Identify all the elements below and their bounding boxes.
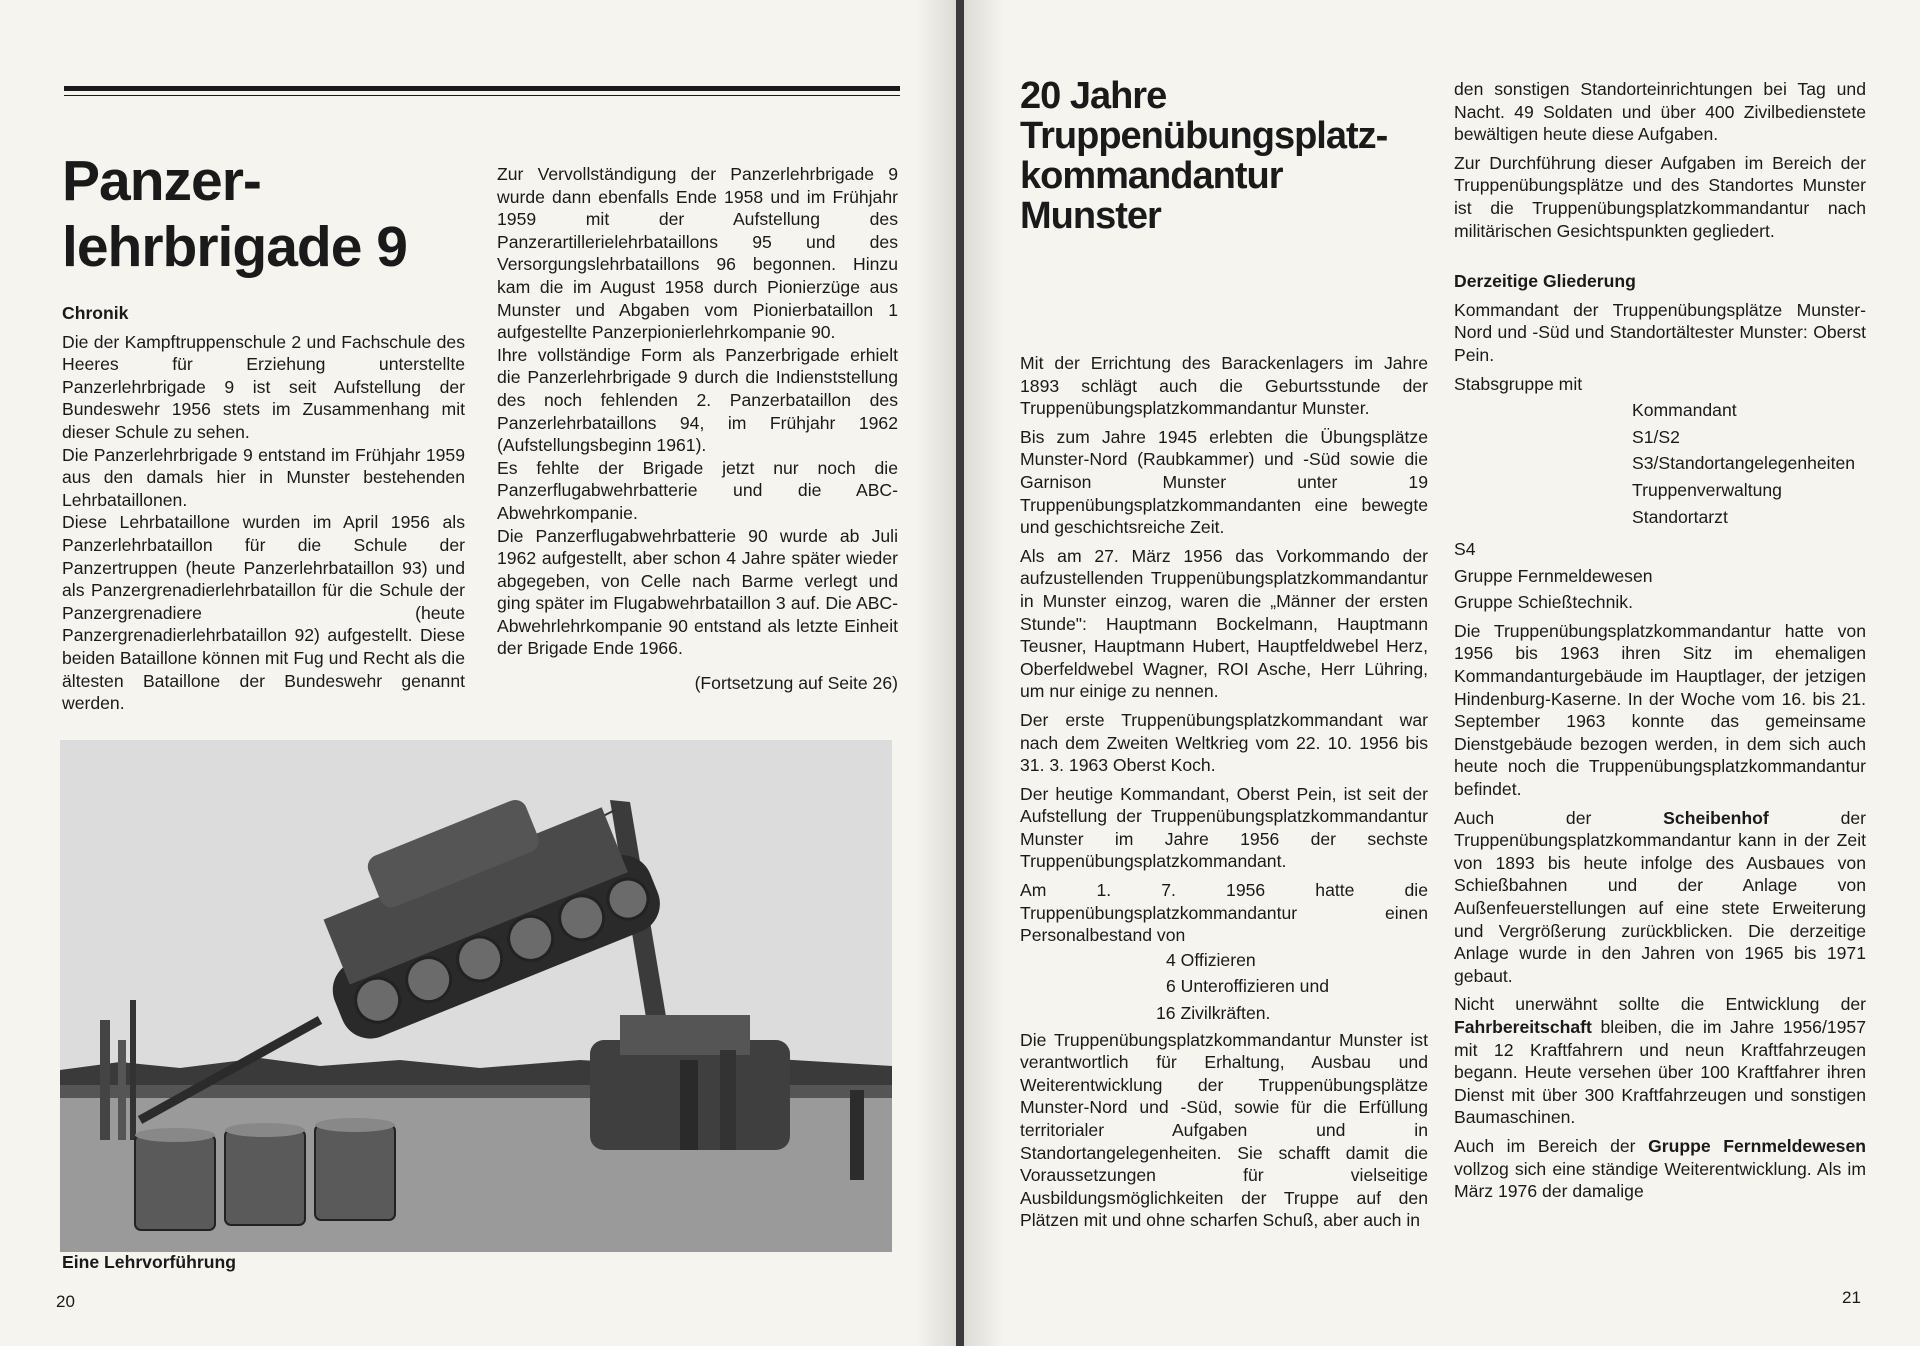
paragraph: Als am 27. März 1956 das Vorkommando der aufzustellenden Truppenübungsplatzkommandantur in Munster einzog, waren die „Männer der ersten Stunde": Hauptmann Bockelmann, Hauptmann Teusner, Hauptmann Hubert, Hauptfeldwebel Herz, Oberfeldwebel Wagner, ROI Asche, Herr Lühring, um nur einige zu nennen. — [1020, 545, 1428, 702]
groups-list — [1454, 538, 1866, 614]
text: Nicht unerwähnt sollte die Entwicklung der — [1454, 994, 1866, 1015]
list-item: Standortarzt — [1632, 506, 1728, 527]
list-item: Kommandant — [1632, 400, 1737, 421]
title-line: Truppenübungsplatz- — [1020, 115, 1388, 157]
bold-term: Fahrbereitschaft — [1454, 1016, 1592, 1037]
article-title — [62, 148, 482, 280]
gutter-shadow — [916, 0, 956, 1346]
page-number: 21 — [1842, 1288, 1861, 1307]
top-rule — [64, 86, 900, 91]
page-number: 20 — [56, 1292, 75, 1311]
list-item: Gruppe Fernmeldewesen — [1454, 565, 1653, 586]
left-column-2 — [497, 163, 898, 701]
article-title — [1020, 76, 1440, 236]
text: bleiben, die im Jahre 1956/1957 mit 12 Kraftfahrern und neun Kraftfahrzeugen begann. Heute versehen über 100 Kraftfahrer ihren Dienst mit über 300 Kraftfahrzeugen und sonstigen Baumaschinen. — [1454, 1016, 1866, 1128]
stabsgruppe-label: Stabsgruppe mit — [1454, 373, 1583, 394]
paragraph: Kommandant der Truppenübungsplätze Munster-Nord und -Süd und Standortältester Munster: Oberst Pein. — [1454, 299, 1866, 365]
paragraph: Die Panzerlehrbrigade 9 entstand im Frühjahr 1959 aus den damals hier in Munster bestehenden Lehrbataillonen. — [62, 444, 465, 510]
paragraph: Der erste Truppenübungsplatzkommandant war nach dem Zweiten Weltkrieg vom 22. 10. 1956 bis 31. 3. 1963 Oberst Koch. — [1020, 709, 1428, 776]
bold-term: Gruppe Fernmeldewesen — [1648, 1135, 1866, 1156]
paragraph: Die der Kampftruppenschule 2 und Fachschule des Heeres für Erziehung unterstellte Panzerlehrbrigade 9 ist seit Aufstellung der Bundeswehr 1956 stets im Zusammenhang mit dieser Schule zu sehen. — [62, 331, 465, 442]
bold-term: Scheibenhof — [1663, 807, 1769, 828]
title-line: kommandantur — [1020, 155, 1283, 197]
title-line: Panzer- — [62, 149, 261, 213]
list-item: Gruppe Schießtechnik. — [1454, 592, 1633, 613]
paragraph: Am 1. 7. 1956 hatte die Truppenübungsplatzkommandantur einen Personalbestand von — [1020, 880, 1428, 946]
paragraph-scheibenhof — [1454, 807, 1866, 988]
text: der Truppenübungsplatzkommandantur kann in der Zeit von 1893 bis heute infolge des Ausbaues von Schießbahnen und der Anlage von Außenfeuerstellungen auf eine stete Erweiterung und Vergrößerung zurückblicken. Die derzeitige Anlage wurde in den Jahren von 1965 bis 1971 gebaut. — [1454, 807, 1866, 986]
title-line: Munster — [1020, 195, 1161, 237]
paragraph: Die Panzerflugabwehrbatterie 90 wurde ab Juli 1962 aufgestellt, aber schon 4 Jahre später wieder abgegeben, von Celle nach Barme verlegt und ging später im Flugabwehrbataillon 3 auf. Die ABC-Abwehrlehrkompanie 90 entstand als letzte Einheit der Brigade Ende 1966. — [497, 525, 898, 659]
list-item: S4 — [1454, 539, 1476, 560]
list-item: 6 Unteroffizieren und — [1166, 976, 1330, 997]
gliederung-heading: Derzeitige Gliederung — [1454, 271, 1636, 292]
gutter-shadow — [964, 0, 1004, 1346]
list-item: Truppenverwaltung — [1632, 479, 1782, 500]
text: vollzog sich eine ständige Weiterentwicklung. Als im März 1976 der damalige — [1454, 1158, 1866, 1202]
title-line: 20 Jahre — [1020, 75, 1167, 117]
paragraph: Die Truppenübungsplatzkommandantur hatte von 1956 bis 1963 ihren Sitz im ehemaligen Kommandanturgebäude im Hauptlager, der jetzigen Hindenburg-Kaserne. In der Woche vom 16. bis 21. September 1963 konnte das gemeinsame Dienstgebäude bezogen werden, in dem sich auch heute noch die Truppenübungsplatzkommandantur befindet. — [1454, 620, 1866, 800]
left-column-1 — [62, 302, 465, 715]
right-page — [964, 0, 1920, 1346]
paragraph: den sonstigen Standorteinrichtungen bei Tag und Nacht. 49 Soldaten und über 400 Zivilbedienstete bewältigen heute diese Aufgaben. — [1454, 79, 1866, 145]
text: Auch im Bereich der — [1454, 1135, 1649, 1156]
title-line: lehrbrigade 9 — [62, 215, 407, 279]
paragraph: Zur Vervollständigung der Panzerlehrbrigade 9 wurde dann ebenfalls Ende 1958 und im Frühjahr 1959 mit der Aufstellung des Panzerartillerielehrbataillons 95 und des Versorgungslehrbataillons 96 begonnen. Hinzu kam die im August 1958 durch Pionierzüge aus Munster und Abgaben vom Pionierbataillon 1 aufgestellte Panzerpionierlehrkompanie 90. — [497, 164, 898, 343]
paragraph: Bis zum Jahre 1945 erlebten die Übungsplätze Munster-Nord (Raubkammer) und -Süd sowie die Garnison Munster unter 19 Truppenübungsplatzkommandanten eine bewegte und geschichtsreiche Zeit. — [1020, 426, 1428, 538]
paragraph-fernmelde — [1454, 1135, 1866, 1203]
personnel-list — [1020, 949, 1428, 1025]
list-item: S3/Standortangelegenheiten — [1632, 453, 1856, 474]
right-column-2 — [1454, 78, 1866, 1209]
continuation-note: (Fortsetzung auf Seite 26) — [694, 673, 898, 694]
stabsgruppe-list — [1454, 399, 1866, 528]
paragraph: Diese Lehrbataillone wurden im April 1956 als Panzerlehrbataillon für die Schule der Panzertruppen (heute Panzerlehrbataillon 93) und als Panzergrenadierlehrbataillon für die Schule der Panzergrenadiere (heute Panzergrenadierlehrbataillon 92) aufgestellt. Diese beiden Bataillone können mit Fug und Recht als die ältesten Bataillone der Bundeswehr genannt werden. — [62, 512, 465, 714]
paragraph: Der heutige Kommandant, Oberst Pein, ist seit der Aufstellung der Truppenübungsplatzkommandantur Munster im Jahre 1956 der sechste Truppenübungsplatzkommandant. — [1020, 783, 1428, 872]
paragraph: Die Truppenübungsplatzkommandantur Munster ist verantwortlich für Erhaltung, Ausbau und Weiterentwicklung der Truppenübungsplätze Munster-Nord und -Süd, sowie für die Erfüllung territorialer Aufgaben und in Standortangelegenheiten. Sie schafft damit die Voraussetzungen für vielseitige Ausbildungsmöglichkeiten der Truppe auf den Plätzen mit und ohne scharfen Schuß, aber auch in — [1020, 1029, 1428, 1231]
paragraph: Mit der Errichtung des Barackenlagers im Jahre 1893 schlägt auch die Geburtsstunde der Truppenübungsplatzkommandantur Munster. — [1020, 353, 1428, 419]
photo-caption: Eine Lehrvorführung — [62, 1252, 236, 1272]
top-rule-thin — [64, 95, 900, 96]
paragraph-fahrbereitschaft — [1454, 993, 1866, 1129]
paragraph: Es fehlte der Brigade jetzt nur noch die Panzerflugabwehrbatterie und die ABC-Abwehrkompanie. — [497, 457, 898, 523]
paragraph: Ihre vollständige Form als Panzerbrigade erhielt die Panzerlehrbrigade 9 durch die Indienststellung des noch fehlenden 2. Panzerbataillon des Panzerlehrbataillons 94, im Frühjahr 1962 (Aufstellungsbeginn 1961). — [497, 344, 898, 456]
text: Auch der — [1454, 807, 1664, 828]
tank-photo — [60, 740, 892, 1252]
right-column-1 — [1020, 352, 1428, 1238]
list-item: 16 Zivilkräften. — [1156, 1003, 1271, 1024]
paragraph: Zur Durchführung dieser Aufgaben im Bereich der Truppenübungsplätze und des Standortes Munster ist die Truppenübungsplatzkommandantur nach militärischen Gesichtspunkten gegliedert. — [1454, 152, 1866, 241]
list-item: S1/S2 — [1632, 426, 1680, 447]
chronik-heading: Chronik — [62, 303, 129, 323]
left-page — [0, 0, 956, 1346]
list-item: 4 Offizieren — [1166, 949, 1256, 970]
